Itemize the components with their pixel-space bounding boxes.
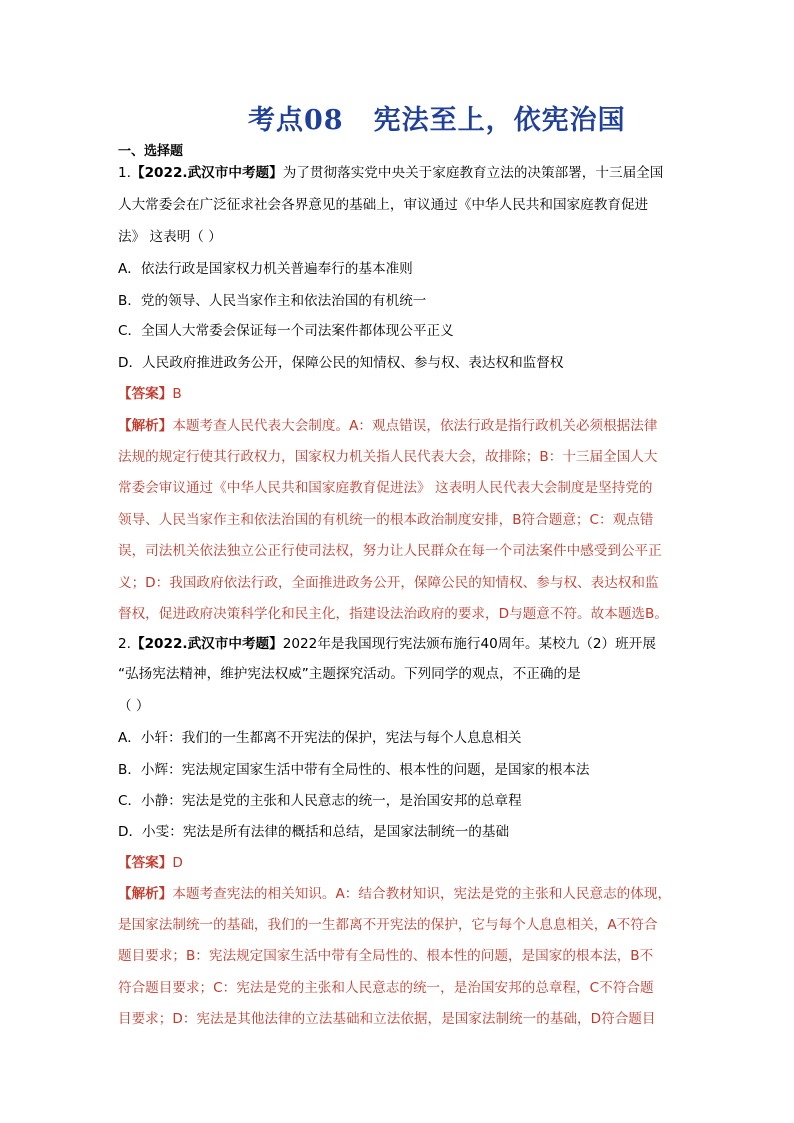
q2-option-d: D．小雯：宪法是所有法律的概括和总结，是国家法制统一的基础 <box>118 824 510 840</box>
q2-stem-line: （ ） <box>118 698 150 714</box>
q2-analysis-line: 目要求；D：宪法是其他法律的立法基础和立法依据，是国家法制统一的基础，D符合题目 <box>118 1011 656 1027</box>
q2-option-c: C．小静：宪法是党的主张和人民意志的统一，是治国安邦的总章程 <box>118 793 522 809</box>
q2-analysis-line: 题目要求；B：宪法规定国家生活中带有全局性的、根本性的问题，是国家的根本法，B不 <box>118 948 654 964</box>
q1-option-b: B．党的领导、人民当家作主和依法治国的有机统一 <box>118 293 427 309</box>
q1-analysis-line: 误，司法机关依法独立公正行使司法权，努力让人民群众在每一个司法案件中感受到公平正 <box>118 543 662 559</box>
q2-option-a: A．小轩：我们的一生都离不开宪法的保护，宪法与每个人息息相关 <box>118 730 522 746</box>
q2-answer-value: D <box>172 855 183 871</box>
q1-analysis-line: 常委会审议通过《中华人民共和国家庭教育促进法》 这表明人民代表大会制度是坚持党的 <box>118 480 653 496</box>
q2-analysis-line: 符合题目要求；C：宪法是党的主张和人民意志的统一，是治国安邦的总章程，C不符合题 <box>118 980 654 996</box>
q1-analysis-line: 领导、人民当家作主和依法治国的有机统一的根本政治制度安排，B符合题意；C：观点错 <box>118 512 654 528</box>
q2-analysis-line: 是国家法制统一的基础，我们的一生都离不开宪法的保护，它与每个人息息相关，A不符合 <box>118 917 658 933</box>
q1-analysis-label: 【解析】 <box>118 418 173 434</box>
q1-analysis-line: 法规的规定行使其行政权力，国家权力机关指人民代表大会，故排除；B：十三届全国人大 <box>118 449 658 465</box>
q2-answer <box>118 853 683 873</box>
q1-stem-line: 法》 这表明（ ） <box>118 229 222 245</box>
q1-stem-line <box>118 163 683 183</box>
page-title <box>248 98 728 142</box>
q1-option-d: D．人民政府推进政务公开，保障公民的知情权、参与权、表达权和监督权 <box>118 355 564 371</box>
section-heading: 一、选择题 <box>118 144 184 159</box>
q2-option-b: B．小辉：宪法规定国家生活中带有全局性的、根本性的问题，是国家的根本法 <box>118 762 590 778</box>
q2-source: 【2022.武汉市中考题】 <box>130 636 283 652</box>
title-topic-name: 宪法至上，依宪治国 <box>373 105 626 136</box>
q1-stem-line: 人大常委会在广泛征求社会各界意见的基础上，审议通过《中华人民共和国家庭教育促进 <box>118 197 649 213</box>
q2-stem-line: “弘扬宪法精神，维护宪法权威”主题探究活动。下列同学的观点，不正确的是 <box>118 666 581 682</box>
q1-answer <box>118 384 683 404</box>
q1-option-c: C．全国人大常委会保证每一个司法案件都体现公平正义 <box>118 323 454 339</box>
q1-number: 1. <box>118 165 131 181</box>
q1-source: 【2022.武汉市中考题】 <box>130 165 283 181</box>
q2-number: 2. <box>118 636 131 652</box>
q2-stem-1: 2022年是我国现行宪法颁布施行40周年。某校九（2）班开展 <box>282 636 656 652</box>
q2-analysis-line: 【解析】本题考查宪法的相关知识。A：结合教材知识，宪法是党的主张和人民意志的体现， <box>118 886 672 902</box>
q2-answer-label: 【答案】 <box>118 855 173 871</box>
q2-analysis-label: 【解析】 <box>118 886 173 902</box>
q1-analysis-line: 义；D：我国政府依法行政，全面推进政务公开，保障公民的知情权、参与权、表达权和监 <box>118 575 659 591</box>
q1-option-a: A．依法行政是国家权力机关普遍奉行的基本准则 <box>118 261 413 277</box>
q1-answer-label: 【答案】 <box>118 386 173 402</box>
title-topic-number: 考点08 <box>248 105 344 136</box>
q1-analysis-line: 督权，促进政府决策科学化和民主化，指建设法治政府的要求，D与题意不符。故本题选B。 <box>118 606 668 622</box>
q1-analysis-line: 【解析】本题考查人民代表大会制度。A：观点错误，依法行政是指行政机关必须根据法律 <box>118 418 658 434</box>
q1-stem-1: 为了贯彻落实党中央关于家庭教育立法的决策部署，十三届全国 <box>282 165 664 181</box>
q2-stem-line <box>118 634 683 654</box>
q1-answer-value: B <box>172 386 182 402</box>
